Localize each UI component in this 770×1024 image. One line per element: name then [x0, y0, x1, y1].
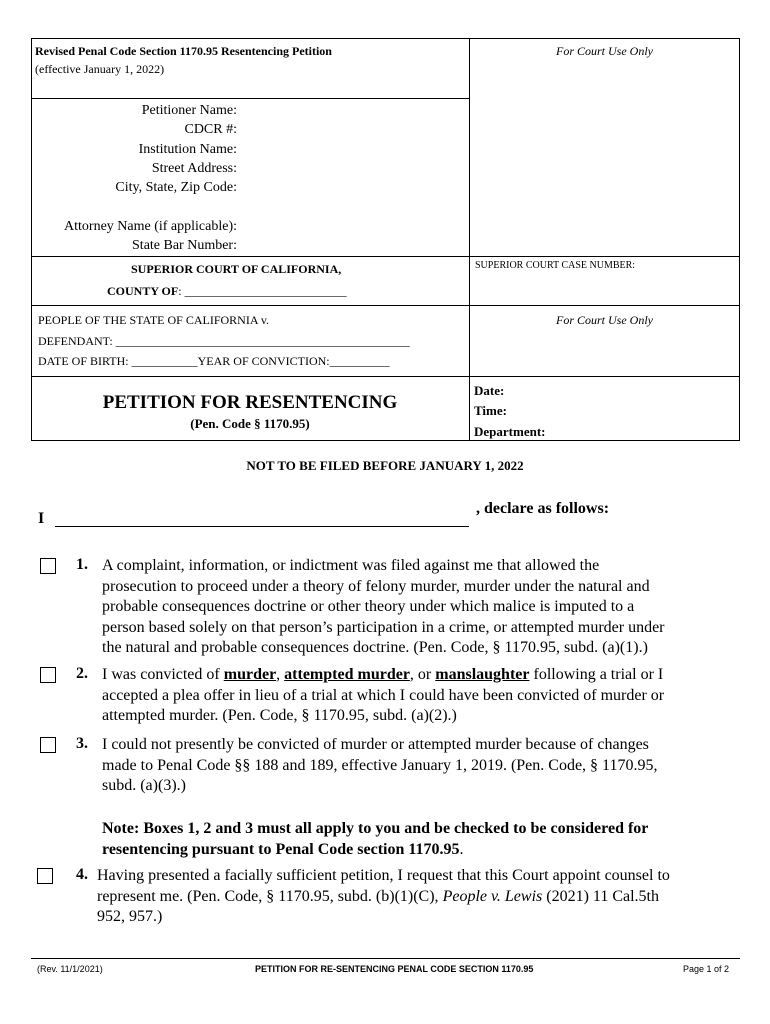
manslaughter-term: manslaughter: [435, 666, 530, 683]
item-2-post: following a trial or I: [529, 666, 664, 683]
declarant-i: I: [38, 510, 45, 527]
item-1-line: person based solely on that person’s participation in a crime, or attempted murder under: [102, 618, 665, 636]
county-of: [107, 284, 347, 299]
footer-rule: [31, 958, 740, 959]
item-2-sep: ,: [276, 666, 285, 683]
row-divider-2: [31, 256, 740, 257]
hearing-time-label: Time:: [474, 403, 507, 418]
item-4-number: 4.: [76, 866, 88, 883]
note-line: [102, 840, 648, 861]
county-label: COUNTY OF: [107, 284, 179, 298]
checkbox-1[interactable]: [40, 558, 56, 574]
item-4-pre: represent me. (Pen. Code, § 1170.95, subd. (b)(1)(C),: [97, 887, 443, 905]
petitioner-name-label: Petitioner Name:: [141, 103, 237, 118]
item-4-line: Having presented a facially sufficient petition, I request that this Court appoint counsel to: [97, 867, 670, 884]
court-use-only-middle: For Court Use Only: [556, 313, 653, 327]
item-4-line: [97, 887, 670, 908]
item-3-number: 3.: [76, 735, 88, 752]
attorney-name-label: Attorney Name (if applicable):: [64, 219, 237, 234]
institution-label: Institution Name:: [138, 142, 237, 157]
item-3-line: I could not presently be convicted of murder or attempted murder because of changes: [102, 736, 649, 753]
hearing-date-label: Date:: [474, 383, 505, 398]
form-effective-date: (effective January 1, 2022): [35, 62, 165, 76]
item-2-line: accepted a plea offer in lieu of a trial at which I could have been convicted of murder or: [102, 686, 665, 704]
item-1-line: prosecution to proceed under a theory of felony murder, murder under the natural and: [102, 577, 650, 595]
checkbox-4[interactable]: [37, 868, 53, 884]
eligibility-note: [102, 819, 648, 860]
item-1-text: [102, 556, 665, 659]
row-divider-1: [31, 98, 469, 99]
footer-revision: (Rev. 11/1/2021): [37, 964, 103, 974]
item-2-text: [102, 665, 664, 727]
item-2-line: [102, 665, 664, 686]
checkbox-3[interactable]: [40, 737, 56, 753]
item-1-line: probable consequences doctrine or other theory under which malice is imputed to a: [102, 598, 635, 615]
item-2-number: 2.: [76, 665, 88, 682]
filing-notice: NOT TO BE FILED BEFORE JANUARY 1, 2022: [246, 458, 524, 473]
note-period: .: [459, 840, 464, 858]
petition-subtitle: (Pen. Code § 1170.95): [190, 416, 310, 431]
dob-conviction-field: DATE OF BIRTH: ___________YEAR OF CONVICTION:__________: [38, 354, 390, 368]
attempted-murder-term: attempted murder: [284, 666, 410, 683]
cdcr-label: CDCR #:: [184, 122, 237, 137]
note-line-2: resentencing pursuant to Penal Code section 1170.95: [102, 840, 460, 858]
item-4-line: 952, 957.): [97, 908, 163, 925]
petition-title: PETITION FOR RESENTENCING: [102, 392, 398, 413]
item-1-line: A complaint, information, or indictment was filed against me that allowed the: [102, 557, 600, 574]
item-3-line: subd. (a)(3).): [102, 777, 186, 794]
item-2-pre: I was convicted of: [102, 666, 224, 683]
row-divider-3: [31, 305, 740, 306]
item-4-text: [97, 866, 670, 928]
row-divider-4: [31, 376, 740, 377]
checkbox-2[interactable]: [40, 667, 56, 683]
county-line: : ___________________________: [178, 284, 347, 298]
street-address-label: Street Address:: [151, 161, 237, 176]
case-number-label: SUPERIOR COURT CASE NUMBER:: [475, 260, 636, 271]
declare-as-follows: [476, 500, 609, 518]
defendant-field: DEFENDANT: _________________________________________________: [38, 334, 410, 348]
hearing-department-label: Department:: [474, 424, 546, 439]
item-2-line: attempted murder. (Pen. Code, § 1170.95, subd. (a)(2).): [102, 707, 457, 724]
declarant-name-line[interactable]: [55, 526, 469, 527]
item-1-line: the natural and probable consequences doctrine. (Pen. Code, § 1170.95, subd. (a)(1).): [102, 639, 648, 656]
court-use-only-top: For Court Use Only: [556, 44, 653, 58]
footer-page-number: Page 1 of 2: [683, 964, 730, 974]
case-citation: People v. Lewis: [442, 887, 543, 905]
footer-title: PETITION FOR RE-SENTENCING PENAL CODE SECTION 1170.95: [255, 964, 534, 974]
court-name: SUPERIOR COURT OF CALIFORNIA,: [131, 262, 342, 276]
murder-term: murder: [223, 666, 277, 683]
item-3-line: made to Penal Code §§ 188 and 189, effective January 1, 2019. (Pen. Code, § 1170.95,: [102, 756, 658, 774]
item-1-number: 1.: [76, 556, 88, 573]
caption-divider: [469, 38, 470, 441]
item-4-post: (2021) 11 Cal.5th: [542, 887, 659, 905]
city-state-zip-label: City, State, Zip Code:: [115, 180, 237, 195]
item-3-text: [102, 735, 657, 797]
declare-colon: :: [603, 500, 610, 517]
item-2-sep: , or: [409, 666, 436, 683]
state-bar-label: State Bar Number:: [132, 238, 237, 253]
note-line: Note: Boxes 1, 2 and 3 must all apply to you and be checked to be considered for: [102, 820, 649, 837]
form-title: Revised Penal Code Section 1170.95 Resentencing Petition: [35, 44, 332, 58]
declare-text: , declare as follows: [476, 500, 604, 517]
people-of-california: PEOPLE OF THE STATE OF CALIFORNIA v.: [38, 313, 270, 327]
